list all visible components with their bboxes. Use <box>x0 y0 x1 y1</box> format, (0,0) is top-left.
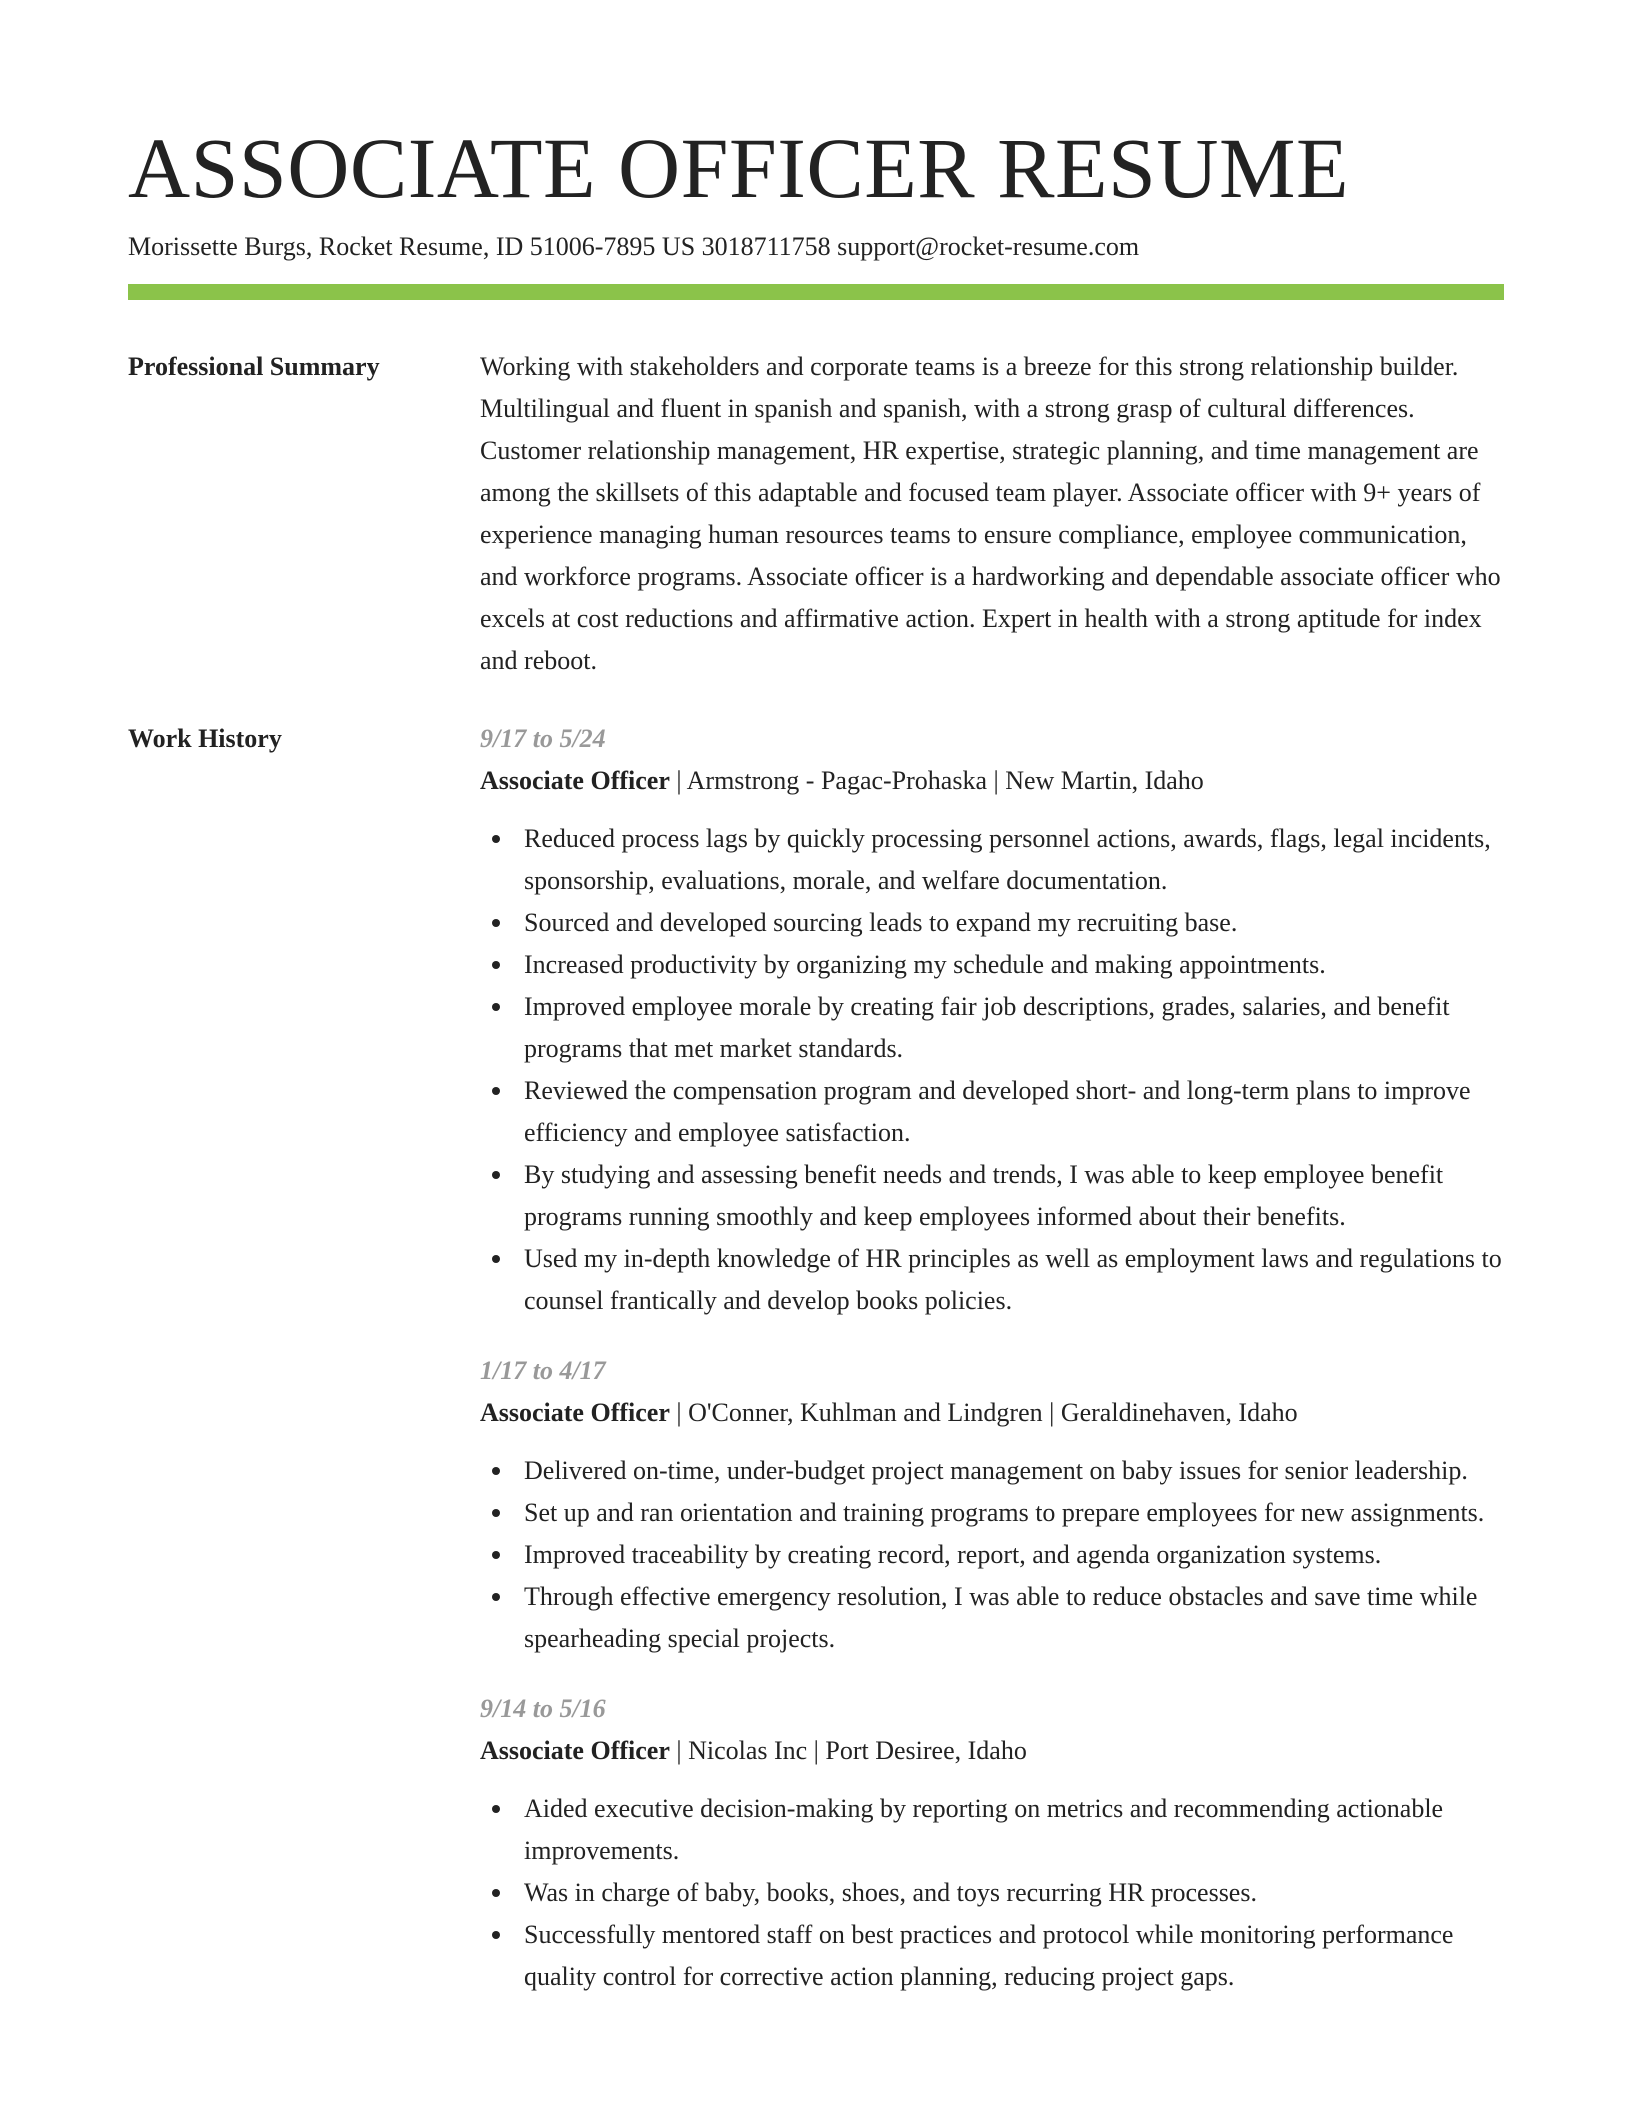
job-bullet: By studying and assessing benefit needs and trends, I was able to keep employee benefit programs running smoothly and keep employees informed about their benefits. <box>524 1154 1504 1238</box>
section-label-summary: Professional Summary <box>128 352 380 381</box>
job-bullet: Reviewed the compensation program and developed short- and long-term plans to improve efficiency and employee satisfaction. <box>524 1070 1504 1154</box>
job-dates: 9/14 to 5/16 <box>480 1694 606 1723</box>
job-title: Associate Officer <box>480 766 670 795</box>
job-entry <box>480 1688 1504 1998</box>
contact-line: Morissette Burgs, Rocket Resume, ID 51006-7895 US 3018711758 support@rocket-resume.com <box>128 232 1140 261</box>
job-bullets <box>480 818 1504 1322</box>
job-bullet: Set up and ran orientation and training programs to prepare employees for new assignments. <box>524 1492 1504 1534</box>
summary-text: Working with stakeholders and corporate teams is a breeze for this strong relationship builder. Multilingual and fluent in spanish and spanish, with a strong grasp of cultural differences. Customer relationship management, HR expertise, strategic planning, and time management are among the skillsets of this adaptable and focused team player. Associate officer with 9+ years of experience managing human resources teams to ensure compliance, employee communication, and workforce programs. Associate officer is a hardworking and dependable associate officer who excels at cost reductions and affirmative action. Expert in health with a strong aptitude for index and reboot. <box>480 352 1501 675</box>
section-label-work: Work History <box>128 724 282 753</box>
job-bullet: Was in charge of baby, books, shoes, and toys recurring HR processes. <box>524 1872 1504 1914</box>
job-details: | Nicolas Inc | Port Desiree, Idaho <box>669 1736 1027 1765</box>
job-bullet: Delivered on-time, under-budget project management on baby issues for senior leadership. <box>524 1450 1504 1492</box>
job-entry <box>480 1350 1504 1660</box>
job-bullet: Increased productivity by organizing my schedule and making appointments. <box>524 944 1504 986</box>
job-bullet: Successfully mentored staff on best practices and protocol while monitoring performance quality control for corrective action planning, reducing project gaps. <box>524 1914 1504 1998</box>
resume-page <box>128 0 1504 2026</box>
job-dates: 9/17 to 5/24 <box>480 724 606 753</box>
job-details: | Armstrong - Pagac-Prohaska | New Martin, Idaho <box>669 766 1204 795</box>
job-heading <box>480 760 1504 802</box>
job-heading <box>480 1730 1504 1772</box>
job-bullet: Improved employee morale by creating fair job descriptions, grades, salaries, and benefit programs that met market standards. <box>524 986 1504 1070</box>
job-bullet: Improved traceability by creating record, report, and agenda organization systems. <box>524 1534 1504 1576</box>
job-title: Associate Officer <box>480 1398 670 1427</box>
professional-summary-section <box>128 346 1504 682</box>
job-bullet: Used my in-depth knowledge of HR principles as well as employment laws and regulations to counsel frantically and develop books policies. <box>524 1238 1504 1322</box>
job-bullets <box>480 1450 1504 1660</box>
job-title: Associate Officer <box>480 1736 670 1765</box>
job-bullet: Sourced and developed sourcing leads to expand my recruiting base. <box>524 902 1504 944</box>
job-bullet: Through effective emergency resolution, I was able to reduce obstacles and save time while spearheading special projects. <box>524 1576 1504 1660</box>
resume-title: ASSOCIATE OFFICER RESUME <box>128 120 1349 216</box>
job-heading <box>480 1392 1504 1434</box>
job-dates: 1/17 to 4/17 <box>480 1356 606 1385</box>
job-bullets <box>480 1788 1504 1998</box>
job-bullet: Reduced process lags by quickly processing personnel actions, awards, flags, legal incidents, sponsorship, evaluations, morale, and welfare documentation. <box>524 818 1504 902</box>
job-details: | O'Conner, Kuhlman and Lindgren | Geraldinehaven, Idaho <box>669 1398 1298 1427</box>
job-bullet: Aided executive decision-making by reporting on metrics and recommending actionable improvements. <box>524 1788 1504 1872</box>
work-history-section <box>128 718 1504 2026</box>
job-entry <box>480 718 1504 1322</box>
header-divider <box>128 284 1504 300</box>
